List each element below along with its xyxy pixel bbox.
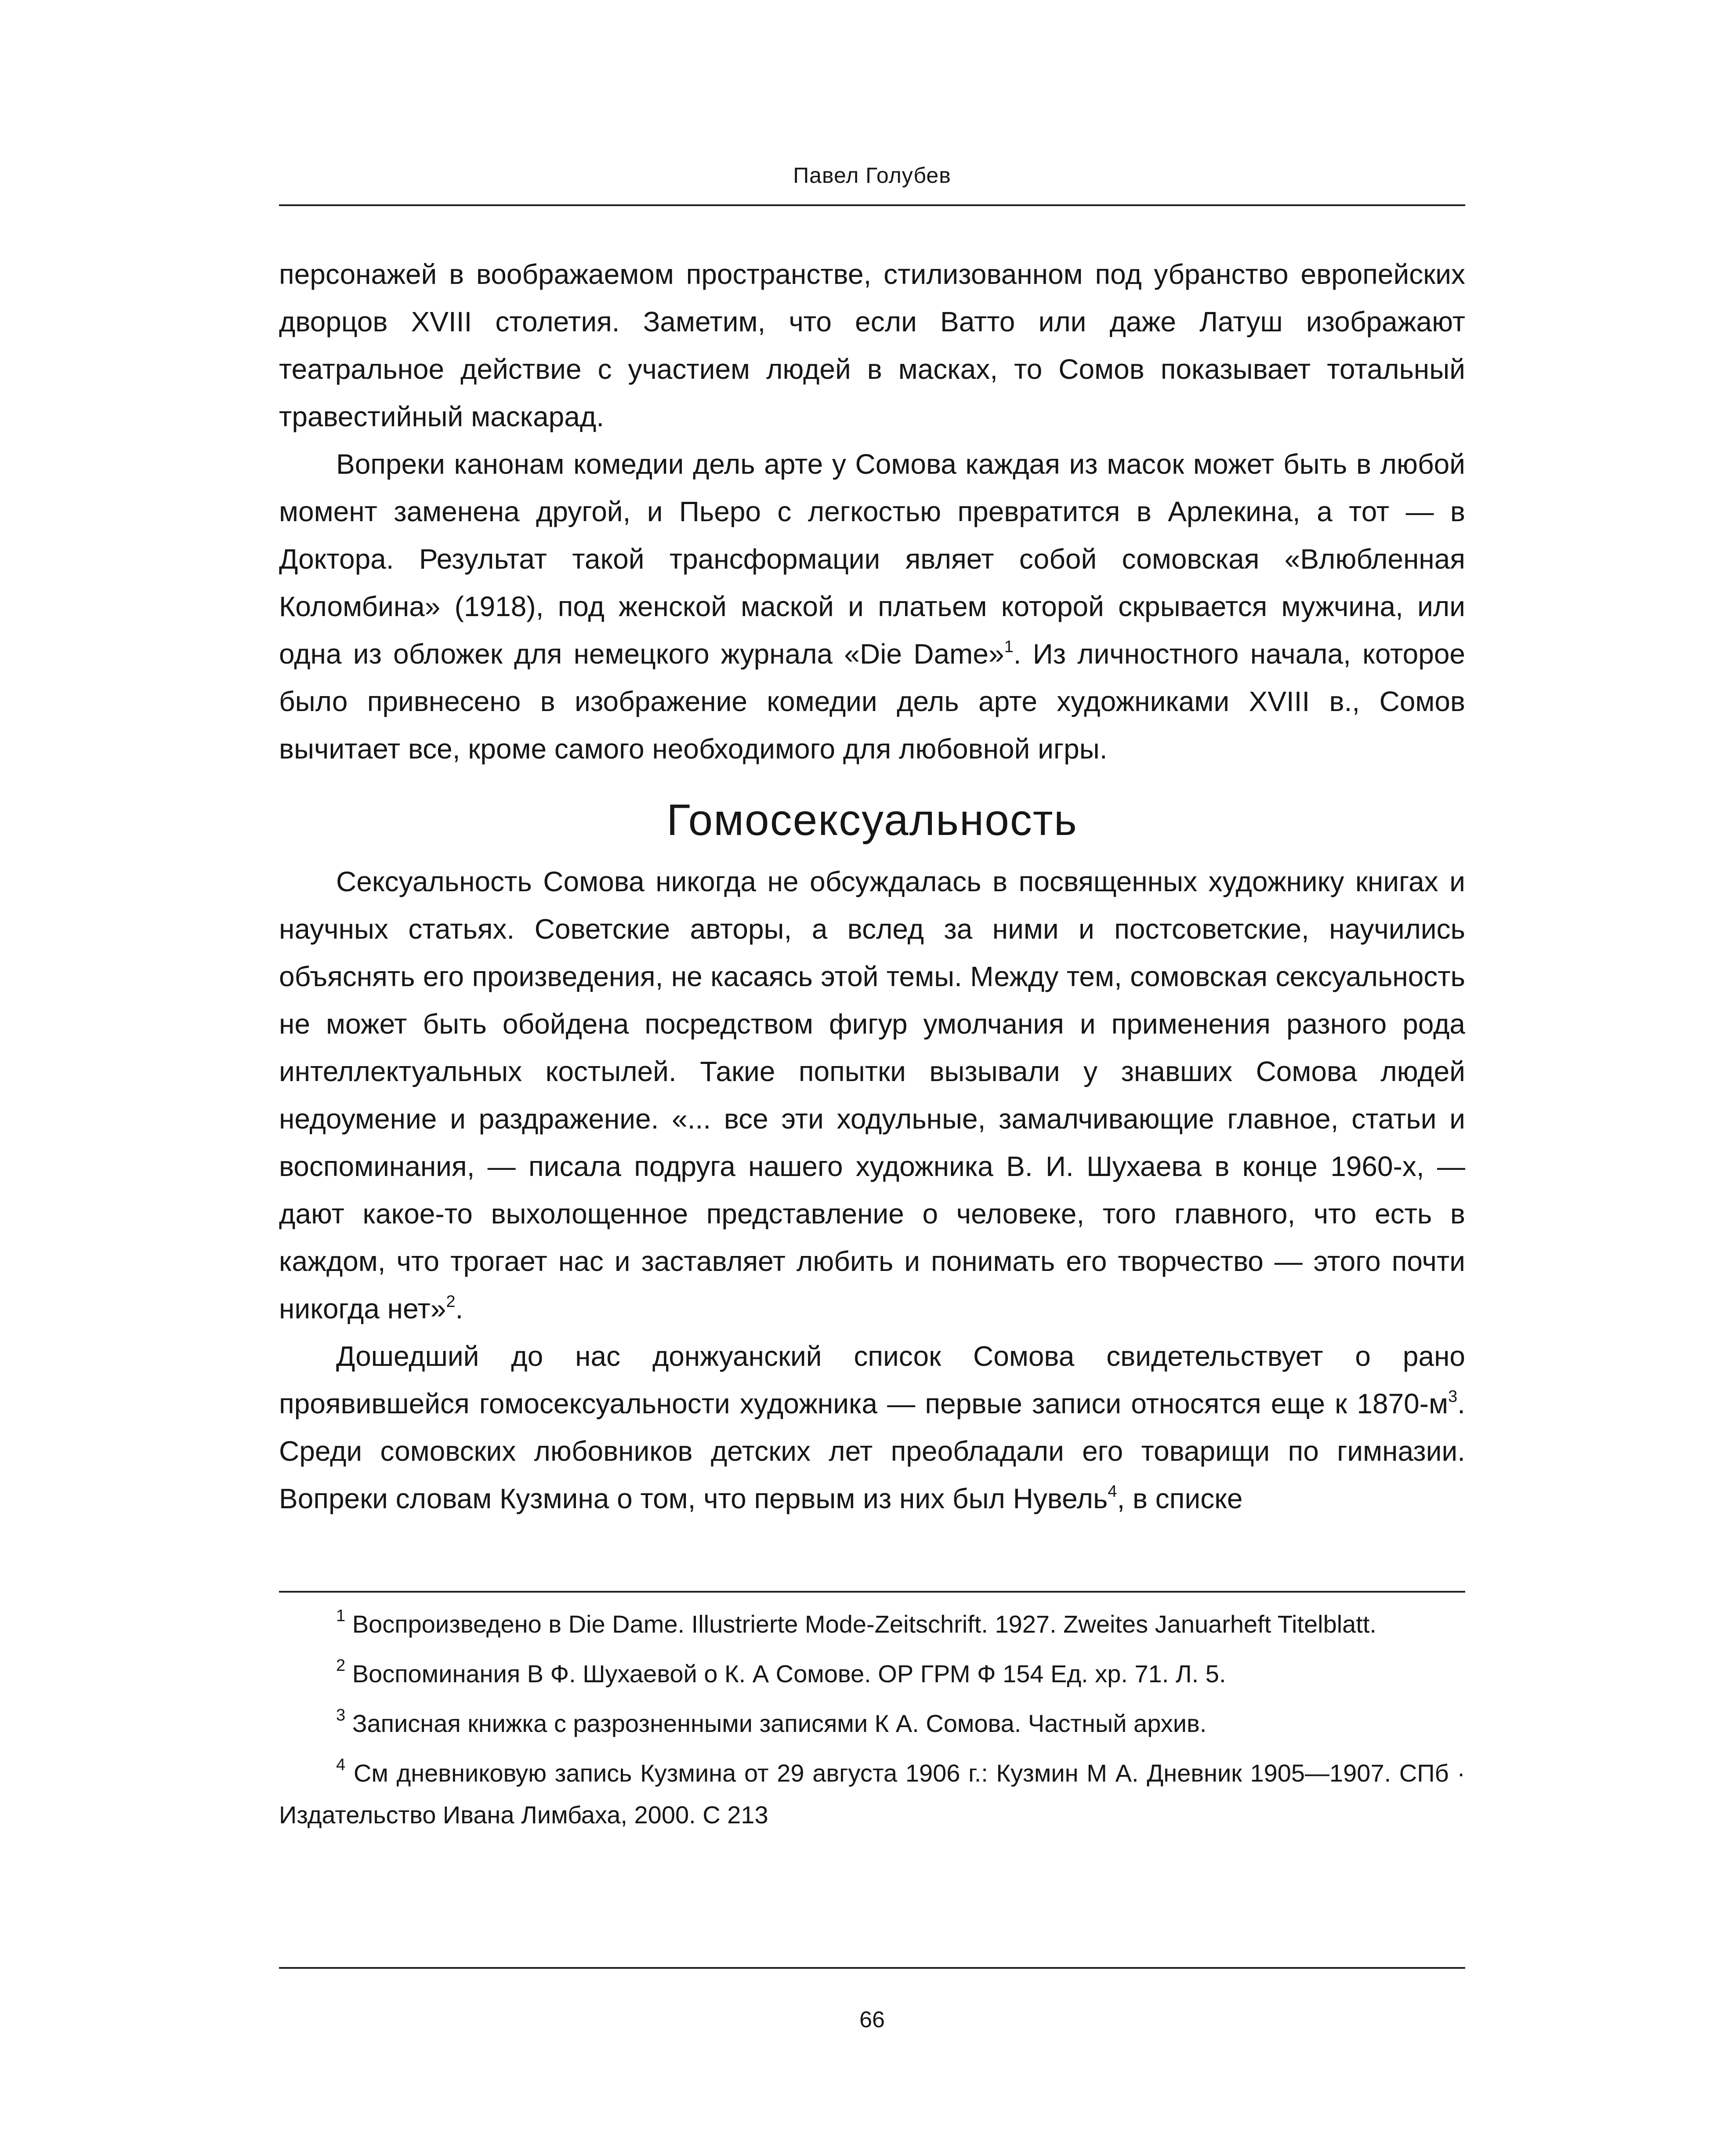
section-heading: Гомосексуальность [666, 795, 1078, 845]
footnote-2: $^2$ Воспоминания В Ф. Шухаевой о К. А Сомове. ОР ГРМ Ф 154 Ед. хр. 71. Л. 5. [336, 1656, 1226, 1688]
footnote-ref-3[interactable]: 3 [1448, 1387, 1458, 1406]
footnote-number: 4 [336, 1756, 346, 1774]
footnote-1: $^1$ Воспроизведено в Die Dame. Illustrierte Mode-Zeitschrift. 1927. Zweites Januarheft Titelblatt. [336, 1607, 1376, 1638]
footnote-3: $^3$ Записная книжка с разрозненными записями К А. Сомова. Частный архив. [336, 1706, 1207, 1737]
footnote-ref-1[interactable]: 1 [1004, 638, 1014, 656]
running-head-author: Павел Голубев [793, 163, 951, 188]
footnote-number: 1 [336, 1607, 346, 1625]
footnote-rule [279, 1591, 1465, 1593]
footnote-ref-2[interactable]: 2 [446, 1292, 456, 1311]
footer-rule [279, 1967, 1465, 1969]
footnotes [279, 1603, 1465, 1836]
footnote-4: $^4$ См дневниковую запись Кузмина от 29 августа 1906 г.: Кузмин М А. Дневник 1905—1907. СПб · Издательство Ивана Лимбаха, 2000. С 213 [279, 1756, 1466, 1829]
page-number: 66 [859, 2007, 885, 2033]
paragraph-3: Сексуальность Сомова никогда не обсуждалась в посвященных художнику книгах и научных статьях. Советские авторы, а вслед за ними и постсоветские, научились объяснять его произведения, не касаясь этой темы. Между тем, сомовская сексуальность не может быть обойдена посредством фигур умолчания и применения разного рода интеллектуальных костылей. Такие попытки вызывали у знавших Сомова людей недоумение и раздражение. «... все эти ходульные, замалчивающие главное, статьи и воспоминания, — писала подруга нашего художника В. И. Шухаева в конце 1960-х, — дают какое-то выхолощенное представление о человеке, того главного, что есть в каждом, что трогает нас и заставляет любить и понимать его творчество — этого почти никогда нет»$^2$. [279, 866, 1465, 1325]
header-rule [279, 204, 1465, 206]
footnote-number: 3 [336, 1706, 346, 1724]
footnote-ref-4[interactable]: 4 [1108, 1482, 1117, 1501]
paragraph-2: Вопреки канонам комедии дель арте у Сомова каждая из масок может быть в любой момент заменена другой, и Пьеро с легкостью превратится в Арлекина, а тот — в Доктора. Результат такой трансформации являет собой сомовская «Влюбленная Коломбина» (1918), под женской маской и платьем которой скрывается мужчина, или одна из обложек для немецкого журнала «Die Dame»$^1$. Из личностного начала, которое было привнесено в изображение комедии дель арте художниками XVIII в., Сомов вычитает все, кроме самого необходимого для любовной игры. [279, 448, 1466, 765]
main-text [279, 250, 1465, 1522]
paragraph-4: Дошедший до нас донжуанский список Сомова свидетельствует о рано проявившейся гомосексуальности художника — первые записи относятся еще к $1870-м^3$. Среди сомовских любовников детских лет преобладали его товарищи по гимназии. Вопреки словам Кузмина о том, что первым из них был Нувель$^4$, в списке [279, 1340, 1465, 1514]
paragraph-1: персонажей в воображаемом пространстве, стилизованном под убранство европейских дворцов XVIII столетия. Заметим, что если Ватто или даже Латуш изображают театральное действие с участием людей в масках, то Сомов показывает тотальный травестийный маскарад. [279, 258, 1465, 432]
footnote-number: 2 [336, 1656, 346, 1675]
